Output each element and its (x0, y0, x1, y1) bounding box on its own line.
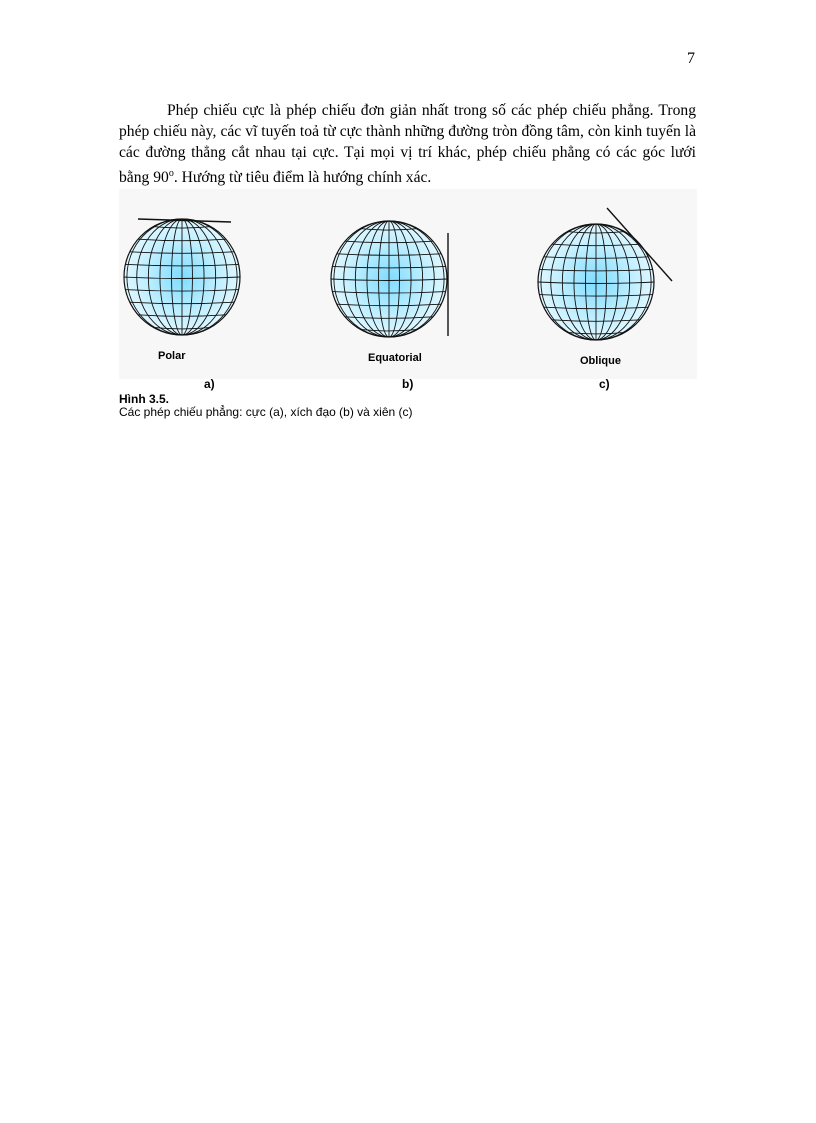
degree-superscript: o (168, 168, 174, 179)
equatorial-globe (331, 221, 447, 337)
equatorial-label: Equatorial (368, 352, 422, 364)
letter-b: b) (402, 377, 414, 391)
paragraph-end-text: . Hướng từ tiêu điểm là hướng chính xác. (173, 169, 432, 187)
letter-a: a) (204, 377, 215, 391)
projection-illustration (119, 189, 697, 379)
figure-caption-title: Hình 3.5. (119, 392, 170, 406)
polar-label: Polar (158, 350, 186, 362)
body-paragraph (119, 100, 696, 188)
page-number: 7 (687, 50, 695, 67)
paragraph-text: Phép chiếu cực là phép chiếu đơn giản nhất trong số các phép chiếu phẳng. Trong phép chiếu này, các vĩ tuyến toả từ cực thành những đường tròn đồng tâm, còn kinh tuyến là các đường thẳng cắt nhau tại cực. Tại mọi vị trí khác, phép chiếu phẳng có các góc lưới bằng 90 (119, 102, 696, 187)
polar-globe (124, 219, 240, 335)
figure-caption-text: Các phép chiếu phẳng: cực (a), xích đạo (b) và xiên (c) (119, 405, 413, 419)
letter-c: c) (599, 377, 610, 391)
oblique-label: Oblique (580, 355, 621, 367)
projection-figure (119, 189, 697, 379)
